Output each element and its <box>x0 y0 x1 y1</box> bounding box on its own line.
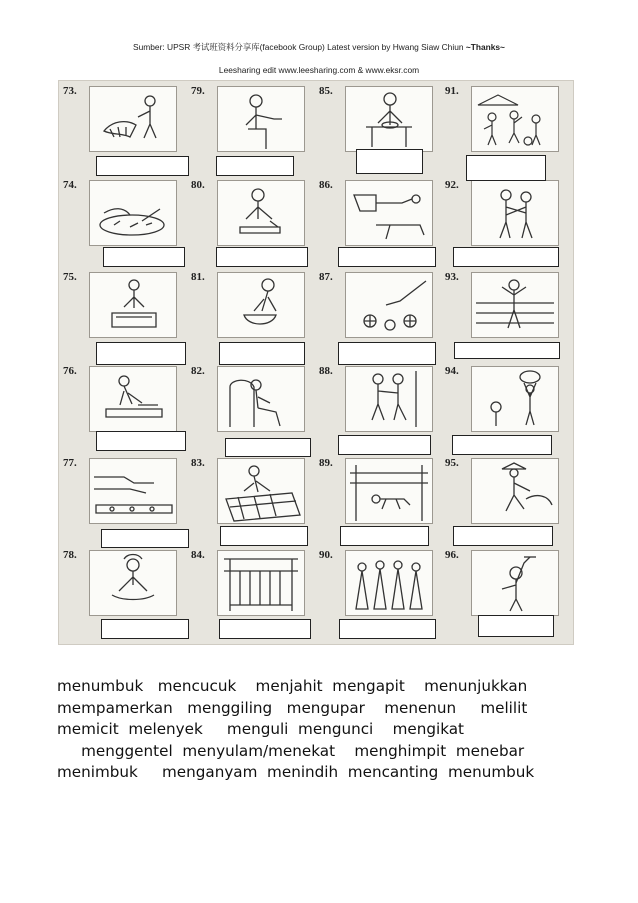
answer-box-81[interactable] <box>219 342 305 365</box>
source-credit: Sumber: UPSR 考试班资料分享库(facebook Group) Latest version by Hwang Siaw Chiun ~Thanks~ <box>133 42 505 52</box>
item-number: 83. <box>191 457 205 469</box>
illustration-farmer-with-hat-icon <box>471 458 559 524</box>
illustration-hand-drawing-flowers-icon <box>345 272 433 338</box>
answer-box-73[interactable] <box>96 156 189 176</box>
item-number: 96. <box>445 549 459 561</box>
illustration-man-showing-hand-icon <box>217 86 305 152</box>
answer-box-93[interactable] <box>454 342 560 359</box>
item-number: 88. <box>319 365 333 377</box>
item-number: 85. <box>319 85 333 97</box>
illustration-wrestlers-in-ring-icon <box>345 458 433 524</box>
share-credit: Leesharing edit www.leesharing.com & www.eksr.com <box>218 65 420 75</box>
word-bank-line: menggentel menyulam/menekat menghimpit menebar <box>57 741 525 760</box>
answer-box-96[interactable] <box>478 615 554 637</box>
item-number: 86. <box>319 179 333 191</box>
answer-box-94[interactable] <box>452 435 552 455</box>
illustration-woman-grinding-icon <box>217 180 305 246</box>
answer-box-84[interactable] <box>219 619 311 639</box>
answer-box-80[interactable] <box>216 247 308 267</box>
item-number: 95. <box>445 457 459 469</box>
item-77 <box>61 455 179 539</box>
word-bank-line: memicit melenyek menguli mengunci mengikat <box>57 720 464 738</box>
illustration-weaving-loom-icon <box>217 550 305 616</box>
thanks-text: ~Thanks~ <box>465 42 505 52</box>
answer-box-90[interactable] <box>339 619 436 639</box>
item-number: 80. <box>191 179 205 191</box>
answer-box-74[interactable] <box>103 247 185 267</box>
illustration-woman-mixing-icon <box>217 272 305 338</box>
illustration-two-people-hugging-icon <box>471 180 559 246</box>
illustration-man-rolling-dough-icon <box>89 366 177 432</box>
illustration-person-pounding-icon <box>89 86 177 152</box>
item-82 <box>189 363 307 447</box>
item-number: 94. <box>445 365 459 377</box>
answer-box-77[interactable] <box>101 529 189 548</box>
item-number: 93. <box>445 271 459 283</box>
illustration-woman-tying-icon <box>89 550 177 616</box>
item-number: 75. <box>63 271 77 283</box>
answer-box-87[interactable] <box>338 342 436 365</box>
worksheet-picture-grid <box>58 80 574 645</box>
illustration-children-playing-icon <box>471 86 559 152</box>
answer-box-89[interactable] <box>340 526 429 546</box>
word-bank-line: mempamerkan menggiling mengupar menenun melilit <box>57 698 528 717</box>
answer-box-91[interactable] <box>466 155 546 181</box>
answer-box-79[interactable] <box>216 156 294 176</box>
answer-box-76[interactable] <box>96 431 186 451</box>
item-93 <box>443 269 561 353</box>
item-number: 87. <box>319 271 333 283</box>
illustration-hands-cutting-icon <box>89 180 177 246</box>
answer-box-83[interactable] <box>220 526 308 546</box>
illustration-group-of-people-icon <box>345 550 433 616</box>
illustration-hand-with-tool-icon <box>345 180 433 246</box>
answer-box-86[interactable] <box>338 247 436 267</box>
item-75 <box>61 269 179 353</box>
item-number: 84. <box>191 549 205 561</box>
illustration-strongman-in-ring-icon <box>471 272 559 338</box>
answer-box-75[interactable] <box>96 342 186 365</box>
item-number: 81. <box>191 271 205 283</box>
answer-box-95[interactable] <box>453 526 553 546</box>
illustration-man-at-device-icon <box>89 272 177 338</box>
item-number: 90. <box>319 549 333 561</box>
answer-box-92[interactable] <box>453 247 559 267</box>
answer-box-88[interactable] <box>338 435 431 455</box>
item-number: 74. <box>63 179 77 191</box>
item-number: 89. <box>319 457 333 469</box>
item-number: 76. <box>63 365 77 377</box>
illustration-woman-weaving-mat-icon <box>217 458 305 524</box>
item-81 <box>189 269 307 353</box>
answer-box-82[interactable] <box>225 438 311 457</box>
item-number: 92. <box>445 179 459 191</box>
item-number: 73. <box>63 85 77 97</box>
illustration-hands-massaging-icon <box>89 458 177 524</box>
item-73 <box>61 83 179 167</box>
answer-box-78[interactable] <box>101 619 189 639</box>
word-bank-line: menimbuk menganyam menindih mencanting menumbuk <box>57 763 535 781</box>
item-87 <box>317 269 435 353</box>
illustration-woman-at-table-icon <box>345 86 433 152</box>
item-number: 91. <box>445 85 459 97</box>
item-number: 79. <box>191 85 205 97</box>
illustration-woman-sewing-in-chair-icon <box>217 366 305 432</box>
item-number: 78. <box>63 549 77 561</box>
answer-box-85[interactable] <box>356 149 423 174</box>
item-79 <box>189 83 307 167</box>
illustration-boys-playing-icon <box>345 366 433 432</box>
item-number: 82. <box>191 365 205 377</box>
word-bank-line: menumbuk mencucuk menjahit mengapit menunjukkan <box>57 677 528 695</box>
illustration-person-carrying-load-icon <box>471 366 559 432</box>
item-number: 77. <box>63 457 77 469</box>
illustration-man-raising-arm-icon <box>471 550 559 616</box>
word-bank <box>57 676 587 784</box>
